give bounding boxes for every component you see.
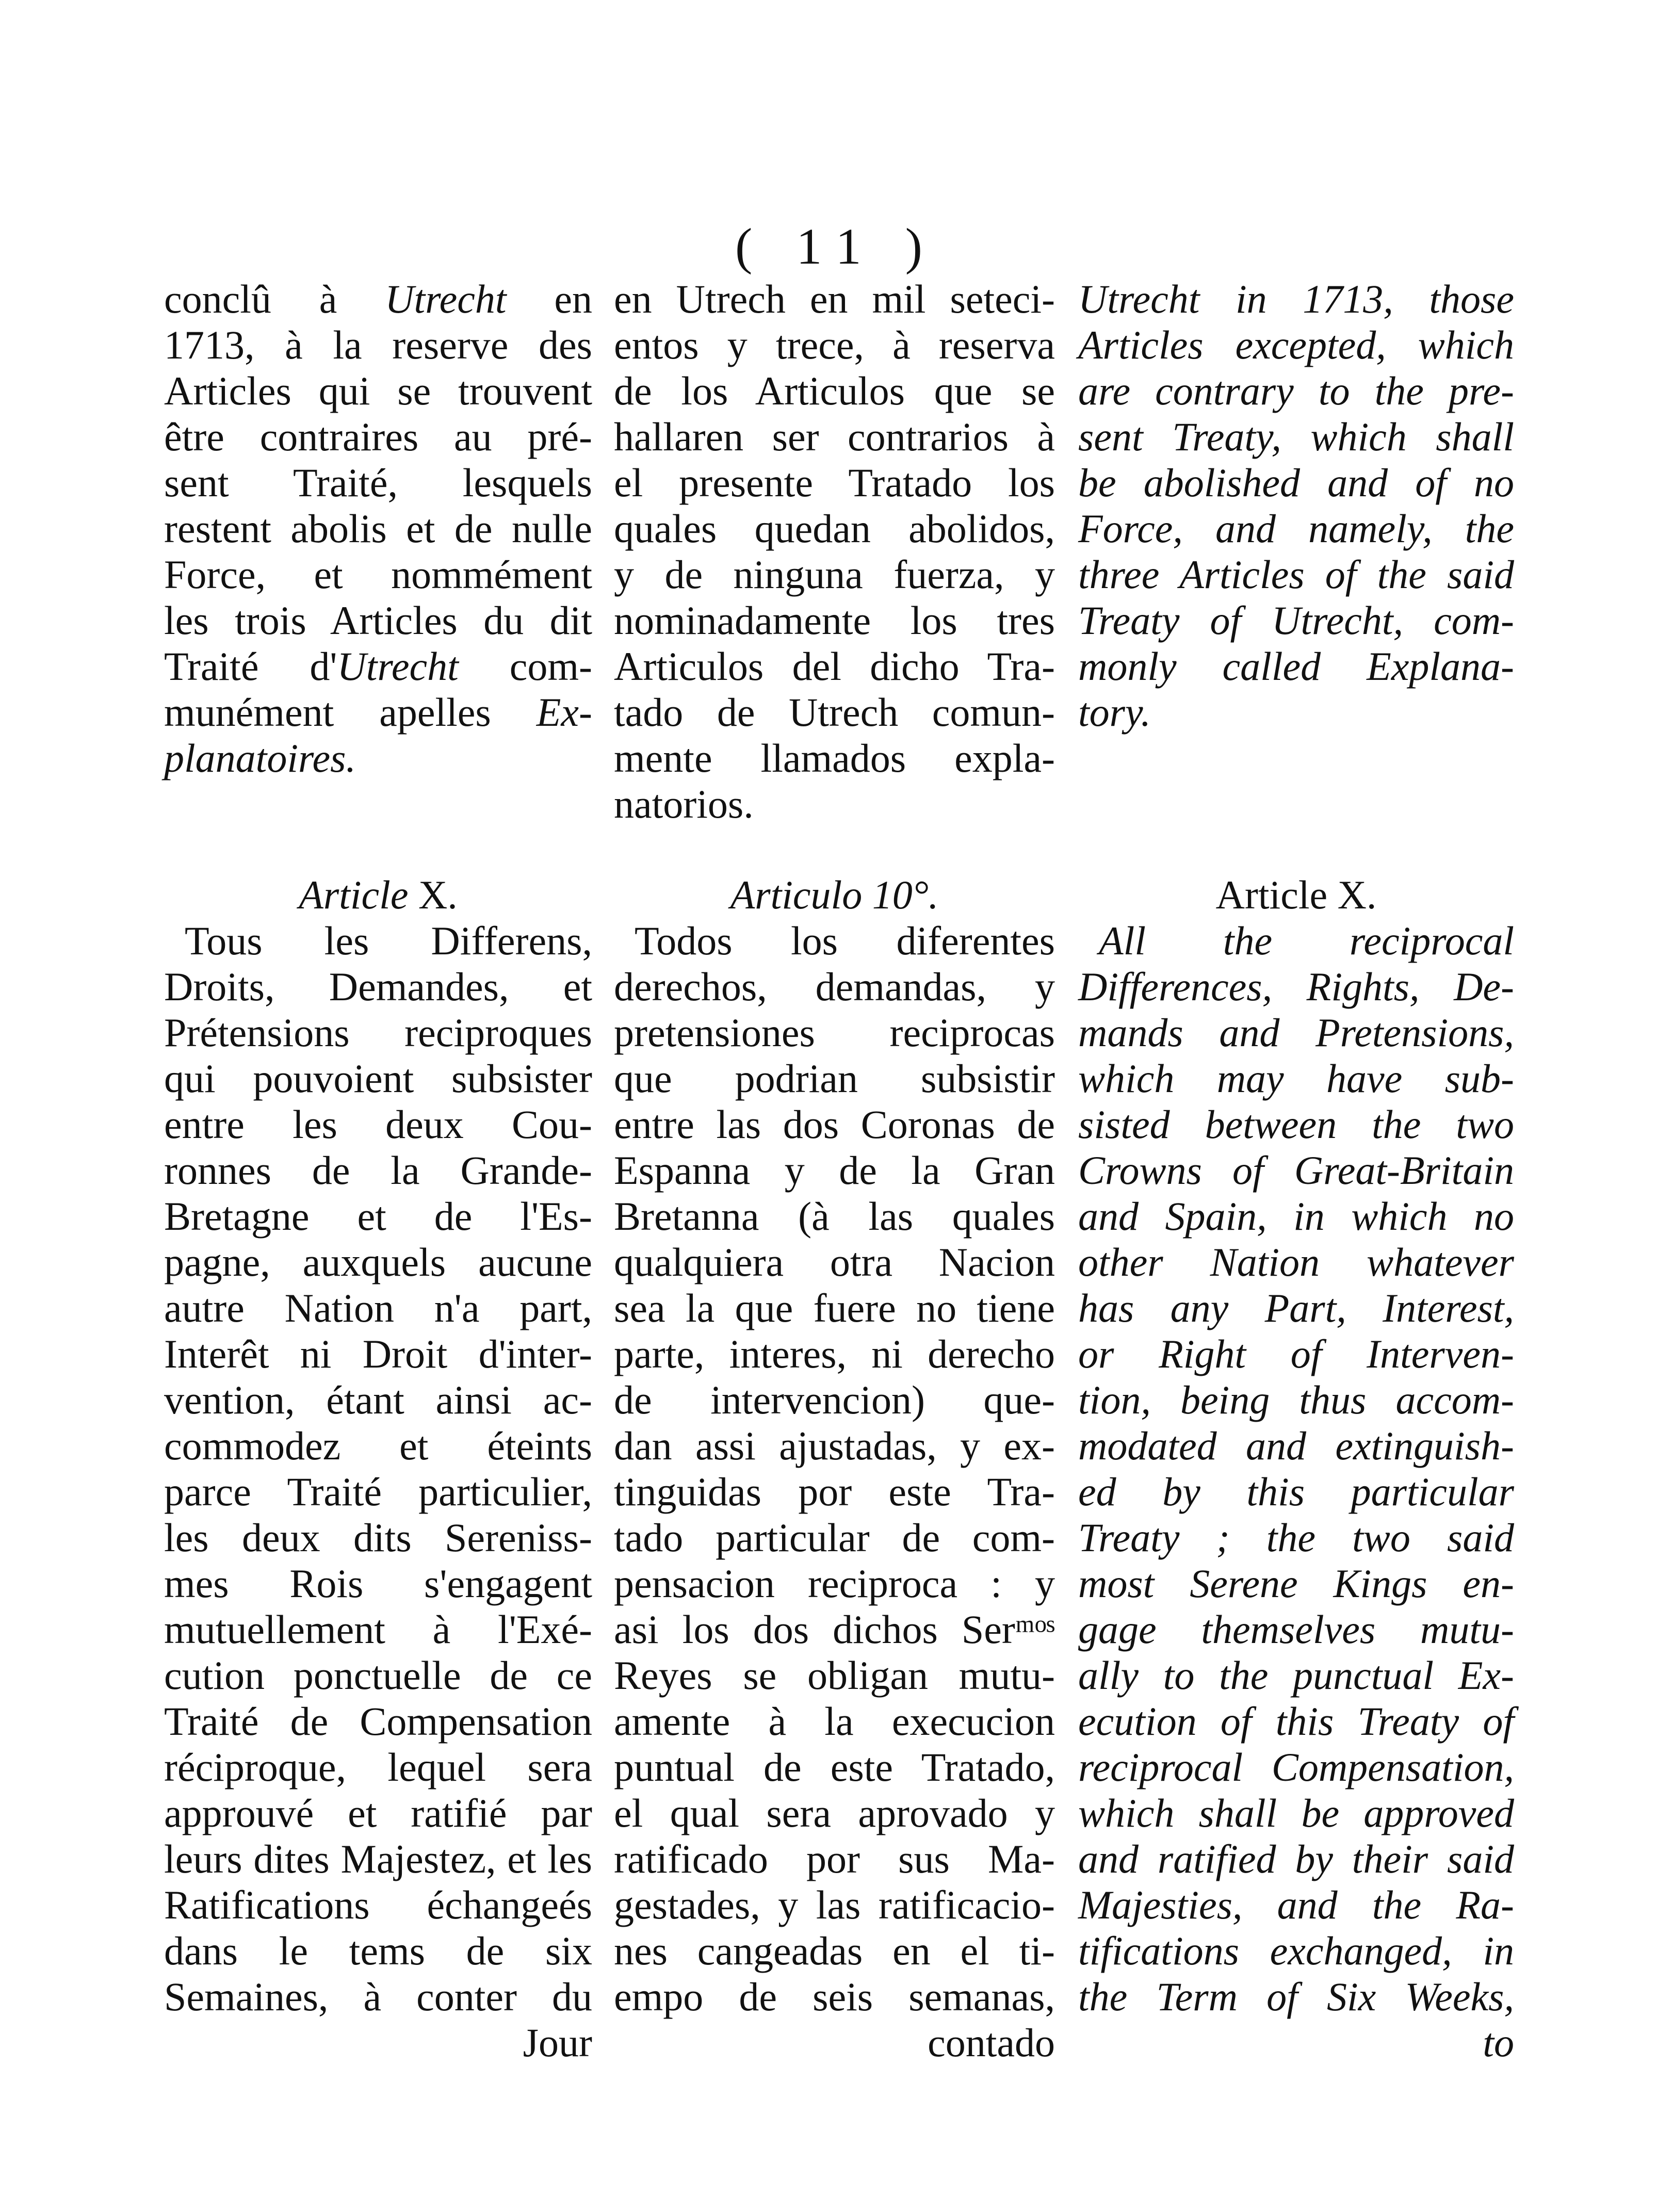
text-line: and Spain, in which no: [1078, 1194, 1514, 1239]
text-line: sea la que fuere no tiene: [614, 1286, 1055, 1330]
text-line: ratificado por sus Ma-: [614, 1836, 1055, 1881]
text-line: que podrian subsistir: [614, 1056, 1055, 1101]
catchword: contado: [928, 2020, 1055, 2065]
text-line: three Articles of the said: [1078, 552, 1514, 597]
text-line: planatoires.: [164, 736, 356, 780]
text-line: parce Traité particulier,: [164, 1469, 592, 1514]
text-line: Crowns of Great-Britain: [1078, 1148, 1514, 1193]
english-continuation: [1078, 276, 1514, 735]
text-line: empo de seis semanas,: [614, 1974, 1055, 2019]
text-line: Traité d'Utrecht com-: [164, 644, 592, 689]
text-line: All the reciprocal: [1099, 918, 1514, 963]
text-line: reciprocal Compensation,: [1078, 1745, 1514, 1790]
text-line: sent Traité, lesquels: [164, 460, 592, 505]
text-line: Articulos del dicho Tra-: [614, 644, 1055, 689]
text-line: qualquiera otra Nacion: [614, 1240, 1055, 1284]
text-line: dan assi ajustadas, y ex-: [614, 1423, 1055, 1468]
text-line: natorios.: [614, 782, 754, 826]
text-line: cution ponctuelle de ce: [164, 1653, 592, 1698]
text-line: Todos los diferentes: [635, 918, 1055, 963]
article-heading: Article X.: [299, 872, 458, 917]
text-line: en Utrech en mil seteci-: [614, 276, 1055, 321]
text-line: which shall be approved: [1078, 1791, 1514, 1835]
text-line: parte, interes, ni derecho: [614, 1331, 1055, 1376]
text-line: dans le tems de six: [164, 1928, 592, 1973]
text-line: les trois Articles du dit: [164, 598, 592, 643]
text-line: approuvé et ratifié par: [164, 1791, 592, 1835]
text-line: commodez et éteints: [164, 1423, 592, 1468]
text-line: entos y trece, à reserva: [614, 322, 1055, 367]
text-line: mutuellement à l'Exé-: [164, 1607, 592, 1652]
text-line: Prétensions reciproques: [164, 1010, 592, 1055]
text-line: leurs dites Majestez, et les: [164, 1836, 592, 1881]
text-line: mes Rois s'engagent: [164, 1561, 592, 1606]
text-line: ecution of this Treaty of: [1078, 1699, 1514, 1744]
text-line: restent abolis et de nulle: [164, 506, 592, 551]
spanish-article-10: [614, 872, 1055, 2065]
text-line: Reyes se obligan mutu-: [614, 1653, 1055, 1698]
text-line: mands and Pretensions,: [1078, 1010, 1514, 1055]
text-line: Bretagne et de l'Es-: [164, 1194, 592, 1239]
text-line: quales quedan abolidos,: [614, 506, 1055, 551]
text-line: amente à la execucion: [614, 1699, 1055, 1744]
catchword: Jour: [523, 2020, 592, 2065]
text-line: réciproque, lequel sera: [164, 1745, 592, 1790]
text-line: Treaty of Utrecht, com-: [1078, 598, 1514, 643]
text-line: el qual sera aprovado y: [614, 1791, 1055, 1835]
text-line: Treaty ; the two said: [1078, 1515, 1514, 1560]
spanish-continuation: [614, 276, 1055, 827]
text-line: modated and extinguish-: [1078, 1423, 1514, 1468]
text-line: most Serene Kings en-: [1078, 1561, 1514, 1606]
text-line: Droits, Demandes, et: [164, 964, 592, 1009]
english-article-x: [1078, 872, 1514, 2065]
catchword: to: [1483, 2020, 1514, 2065]
text-line: qui pouvoient subsister: [164, 1056, 592, 1101]
text-line: tion, being thus accom-: [1078, 1377, 1514, 1422]
text-line: be abolished and of no: [1078, 460, 1514, 505]
text-line: Force, et nommément: [164, 552, 592, 597]
text-line: are contrary to the pre-: [1078, 368, 1514, 413]
french-article-x: [164, 872, 592, 2065]
text-line: 1713, à la reserve des: [164, 322, 592, 367]
text-line: tinguidas por este Tra-: [614, 1469, 1055, 1514]
text-line: asi los dos dichos Serᵐᵒˢ: [614, 1607, 1055, 1652]
text-line: ronnes de la Grande-: [164, 1148, 592, 1193]
text-line: gage themselves mutu-: [1078, 1607, 1514, 1652]
text-line: mente llamados expla-: [614, 736, 1055, 780]
text-line: les deux dits Sereniss-: [164, 1515, 592, 1560]
text-line: ed by this particular: [1078, 1469, 1514, 1514]
text-line: tado de Utrech comun-: [614, 690, 1055, 735]
text-line: de los Articulos que se: [614, 368, 1055, 413]
text-line: tado particular de com-: [614, 1515, 1055, 1560]
article-heading: Articulo 10°.: [730, 872, 939, 917]
article-heading: Article X.: [1215, 872, 1377, 917]
text-line: or Right of Interven-: [1078, 1331, 1514, 1376]
text-line: Bretanna (à las quales: [614, 1194, 1055, 1239]
text-line: entre les deux Cou-: [164, 1102, 592, 1147]
text-line: has any Part, Interest,: [1078, 1286, 1514, 1330]
text-line: vention, étant ainsi ac-: [164, 1377, 592, 1422]
text-line: pretensiones reciprocas: [614, 1010, 1055, 1055]
text-line: Articles excepted, which: [1078, 322, 1514, 367]
text-line: pensacion reciproca : y: [614, 1561, 1055, 1606]
text-line: Tous les Differens,: [185, 918, 592, 963]
text-line: munément apelles Ex-: [164, 690, 592, 735]
text-line: nominadamente los tres: [614, 598, 1055, 643]
text-line: el presente Tratado los: [614, 460, 1055, 505]
text-line: and ratified by their said: [1078, 1836, 1514, 1881]
text-line: gestades, y las ratificacio-: [614, 1882, 1055, 1927]
text-line: sisted between the two: [1078, 1102, 1514, 1147]
text-line: Ratifications échangeés: [164, 1882, 592, 1927]
text-line: other Nation whatever: [1078, 1240, 1514, 1284]
text-line: de intervencion) que-: [614, 1377, 1055, 1422]
text-line: autre Nation n'a part,: [164, 1286, 592, 1330]
text-line: être contraires au pré-: [164, 414, 592, 459]
text-line: tory.: [1078, 690, 1151, 735]
text-line: Utrecht in 1713, those: [1078, 276, 1514, 321]
text-line: derechos, demandas, y: [614, 964, 1055, 1009]
text-line: Differences, Rights, De-: [1078, 964, 1514, 1009]
text-line: Traité de Compensation: [164, 1699, 592, 1744]
text-line: tifications exchanged, in: [1078, 1928, 1514, 1973]
text-line: which may have sub-: [1078, 1056, 1514, 1101]
text-line: entre las dos Coronas de: [614, 1102, 1055, 1147]
text-line: nes cangeadas en el ti-: [614, 1928, 1055, 1973]
text-line: Interêt ni Droit d'inter-: [164, 1331, 592, 1376]
text-line: ally to the punctual Ex-: [1078, 1653, 1514, 1698]
text-line: sent Treaty, which shall: [1078, 414, 1514, 459]
text-line: Force, and namely, the: [1078, 506, 1514, 551]
page-number: ( 11 ): [735, 218, 938, 275]
french-continuation: [164, 276, 592, 781]
text-line: y de ninguna fuerza, y: [614, 552, 1055, 597]
text-line: Espanna y de la Gran: [614, 1148, 1055, 1193]
text-line: hallaren ser contrarios à: [614, 414, 1055, 459]
text-line: Articles qui se trouvent: [164, 368, 592, 413]
text-line: puntual de este Tratado,: [614, 1745, 1055, 1790]
text-line: pagne, auxquels aucune: [164, 1240, 592, 1284]
text-line: Majesties, and the Ra-: [1078, 1882, 1514, 1927]
text-line: Semaines, à conter du: [164, 1974, 592, 2019]
text-line: conclû à Utrecht en: [164, 276, 593, 321]
text-line: monly called Explana-: [1078, 644, 1514, 689]
text-line: the Term of Six Weeks,: [1078, 1974, 1514, 2019]
